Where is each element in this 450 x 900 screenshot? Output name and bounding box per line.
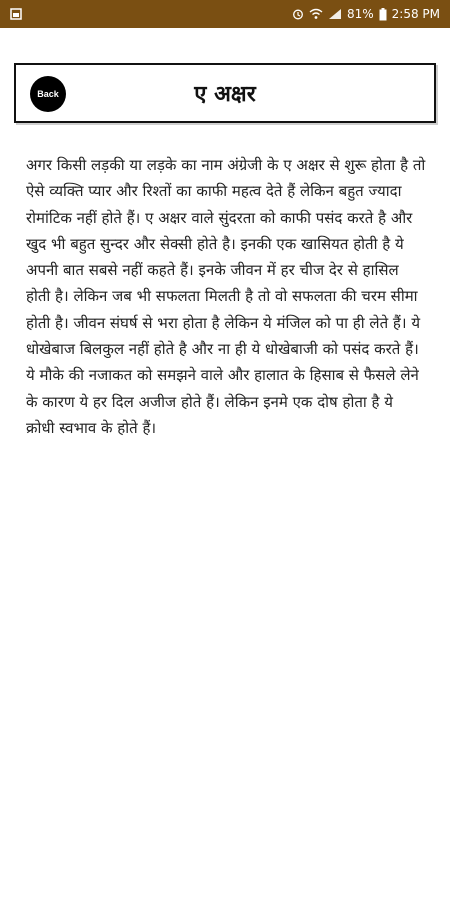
- notification-icon: [10, 8, 22, 20]
- signal-icon: [328, 8, 342, 20]
- battery-icon: [379, 8, 387, 21]
- page-title: ए अक्षर: [194, 82, 256, 107]
- status-time: 2:58 PM: [391, 7, 440, 21]
- wifi-icon: [309, 8, 323, 20]
- status-bar: [0, 0, 450, 28]
- battery-percent: 81%: [346, 7, 374, 21]
- back-button[interactable]: Back: [30, 76, 66, 112]
- alarm-icon: [292, 8, 304, 20]
- header-bar: [14, 63, 436, 123]
- article-body: अगर किसी लड़की या लड़के का नाम अंग्रेजी के ए अक्षर से शुरू होता है तो ऐसे व्यक्ति प्यार और रिश्तों का काफी महत्व देते हैं लेकिन बहुत ज्यादा रोमांटिक नहीं होते हैं। ए अक्षर वाले सुंदरता को काफी पसंद करते है और खुद भी बहुत सुन्दर और सेक्सी होते है। इनकी एक खासियत होती है ये अपनी बात सबसे नहीं कहते हैं। इनके जीवन में हर चीज देर से हासिल होती है। लेकिन जब भी सफलता मिलती है तो वो सफलता की चरम सीमा होती है। जीवन संघर्ष से भरा होता है लेकिन ये मंजिल को पा ही लेते हैं। ये धोखेबाज बिलकुल नहीं होते है और ना ही ये धोखेबाजी को पसंद करते हैं। ये मौके की नजाकत को समझने वाले और हालात के हिसाब से फैसले लेने के कारण ये हर दिल अजीज होते हैं। लेकिन इनमे एक दोष होता है ये क्रोधी स्वभाव के होते हैं।: [26, 156, 426, 437]
